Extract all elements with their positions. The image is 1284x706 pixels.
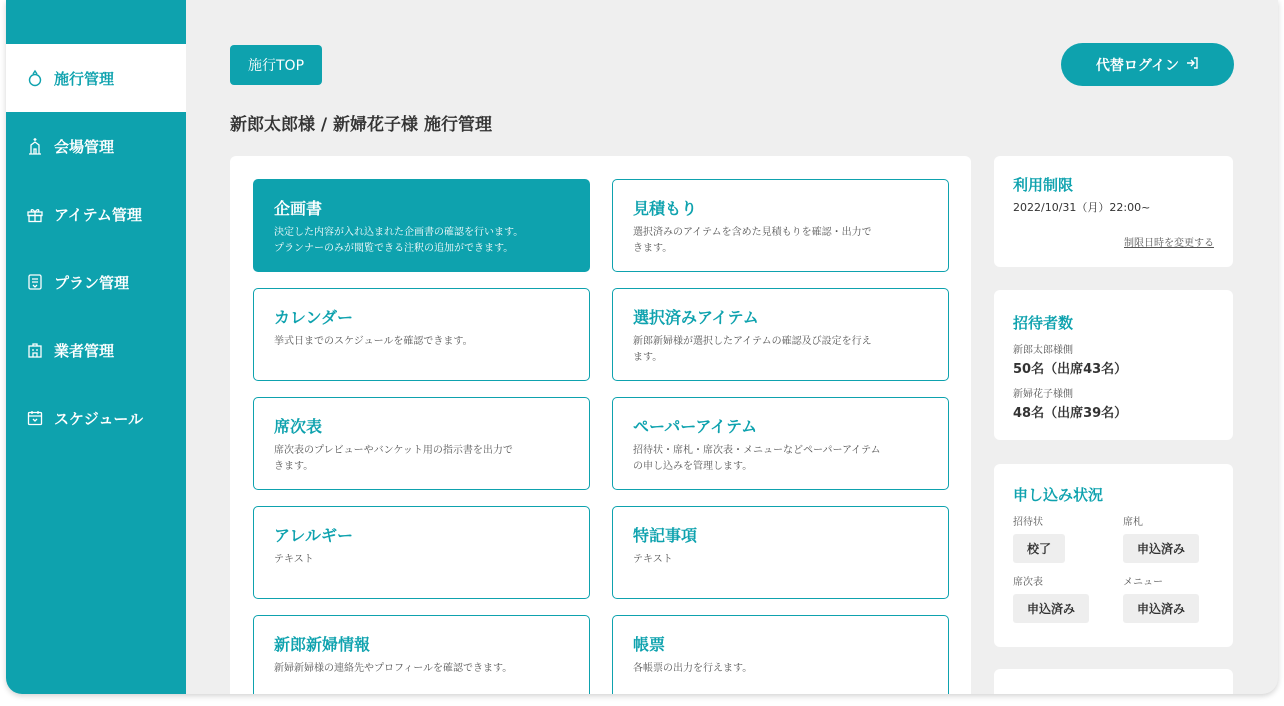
usage-limit-title: 利用制限	[1013, 176, 1074, 194]
card-title: 帳票	[633, 635, 666, 654]
usage-limit-datetime: 2022/10/31（月）22:00~	[1013, 201, 1151, 214]
card-desc: 挙式日までのスケジュールを確認できます。	[274, 336, 473, 347]
card-desc: 新婦新婦様の連絡先やプロフィールを確認できます。	[274, 663, 513, 674]
chapel-icon	[26, 137, 44, 155]
application-status-title: 申し込み状況	[1013, 486, 1104, 504]
card-allergy[interactable]	[253, 506, 590, 599]
ceremony-top-button[interactable]: 施行TOP	[230, 45, 322, 85]
card-couple-info[interactable]	[253, 615, 590, 694]
alt-login-label: 代替ログイン	[1095, 57, 1180, 74]
sidebar-item-label: 会場管理	[54, 137, 115, 156]
status-item	[1013, 513, 1123, 573]
sidebar-item-label: 業者管理	[54, 341, 115, 360]
app-window	[6, 0, 1278, 694]
card-title: カレンダー	[274, 308, 353, 327]
groom-side-value: 50名（出席43名）	[1013, 362, 1128, 377]
card-title: 選択済みアイテム	[633, 308, 759, 327]
card-title: 特記事項	[633, 526, 698, 545]
menu-panel	[230, 156, 971, 694]
status-label: 招待状	[1013, 517, 1043, 528]
card-title: 企画書	[274, 199, 323, 218]
usage-limit-widget	[994, 156, 1233, 267]
next-widget-partial	[994, 669, 1233, 694]
guest-count-title: 招待者数	[1013, 314, 1074, 332]
card-seating-chart[interactable]	[253, 397, 590, 490]
card-forms[interactable]	[612, 615, 949, 694]
card-desc: 決定した内容が入れ込まれた企画書の確認を行います。 プランナーのみが閲覧できる注釈の追加ができます。	[274, 227, 524, 254]
alt-login-button[interactable]	[1061, 43, 1234, 86]
card-desc: 新郎新婦様が選択したアイテムの確認及び設定を行え ます。	[633, 336, 872, 363]
status-item	[1013, 573, 1123, 633]
card-title: ペーパーアイテム	[633, 417, 758, 436]
status-item	[1123, 573, 1233, 633]
application-status-widget	[994, 464, 1233, 647]
sidebar-item-items[interactable]	[6, 180, 186, 248]
card-selected-items[interactable]	[612, 288, 949, 381]
card-title: 席次表	[274, 417, 323, 436]
guest-count-widget	[994, 290, 1233, 440]
status-badge: 申込済み	[1123, 534, 1199, 563]
status-label: 席次表	[1013, 577, 1043, 588]
card-desc: テキスト	[633, 554, 673, 565]
status-item	[1123, 513, 1233, 573]
card-title: アレルギー	[274, 526, 353, 545]
bride-side-label: 新婦花子様側	[1013, 389, 1073, 400]
sidebar-item-venue[interactable]	[6, 112, 186, 180]
card-paper-items[interactable]	[612, 397, 949, 490]
status-label: 席札	[1123, 517, 1143, 528]
bride-side-value: 48名（出席39名）	[1013, 406, 1128, 421]
status-badge: 校了	[1013, 534, 1065, 563]
sidebar-item-ceremony[interactable]	[6, 44, 186, 112]
card-special-notes[interactable]	[612, 506, 949, 599]
page-title: 新郎太郎様 / 新婦花子様 施行管理	[230, 115, 492, 135]
status-badge: 申込済み	[1123, 594, 1199, 623]
sidebar-item-schedule[interactable]	[6, 384, 186, 452]
card-desc: 各帳票の出力を行えます。	[633, 663, 753, 674]
sidebar-item-label: プラン管理	[54, 273, 130, 292]
card-estimate[interactable]	[612, 179, 949, 272]
sidebar-item-label: 施行管理	[54, 69, 115, 88]
ring-icon	[26, 69, 44, 87]
groom-side-label: 新郎太郎様側	[1013, 345, 1073, 356]
card-title: 見積もり	[633, 199, 698, 218]
change-limit-link[interactable]: 制限日時を変更する	[1124, 238, 1214, 249]
login-arrow-icon	[1185, 56, 1199, 74]
card-title: 新郎新婦情報	[274, 635, 371, 654]
status-label: メニュー	[1123, 577, 1163, 588]
building-icon	[26, 341, 44, 359]
card-calendar[interactable]	[253, 288, 590, 381]
sidebar-item-plans[interactable]	[6, 248, 186, 316]
sidebar-item-label: スケジュール	[54, 409, 144, 428]
status-badge: 申込済み	[1013, 594, 1089, 623]
sidebar	[6, 0, 186, 694]
card-desc: テキスト	[274, 554, 314, 565]
sidebar-item-label: アイテム管理	[54, 205, 142, 224]
calendar-icon	[26, 409, 44, 427]
card-proposal[interactable]	[253, 179, 590, 272]
card-desc: 招待状・席札・席次表・メニューなどペーパーアイテム の申し込みを管理します。	[633, 445, 881, 472]
gift-icon	[26, 205, 44, 223]
sidebar-item-vendors[interactable]	[6, 316, 186, 384]
card-desc: 席次表のプレビューやバンケット用の指示書を出力で きます。	[274, 445, 513, 472]
document-icon	[26, 273, 44, 291]
card-desc: 選択済みのアイテムを含めた見積もりを確認・出力で きます。	[633, 227, 872, 254]
status-grid	[1013, 513, 1214, 633]
